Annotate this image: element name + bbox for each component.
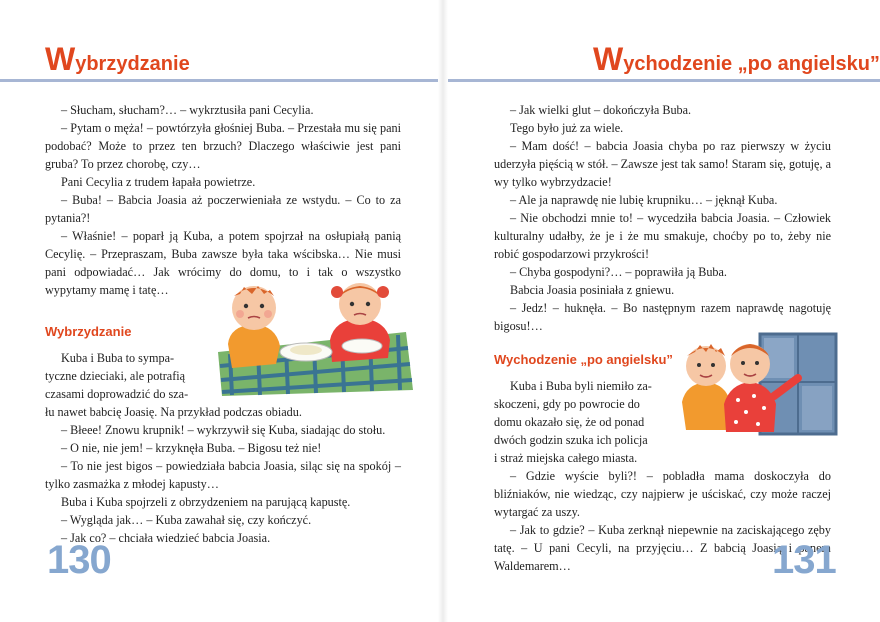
paragraph: – Buba! – Babcia Joasia aż poczerwieniała ze wstydu. – Co to za pytania?!: [45, 193, 401, 225]
wrap-line: tyczne dzieciaki, ale potrafią: [45, 369, 186, 383]
paragraph: – Jak co? – chciała wiedzieć babcia Joasia.: [61, 531, 271, 545]
wrap-line: i straż miejska całego miasta.: [494, 451, 638, 465]
right-page-number: 131: [772, 538, 836, 582]
paragraph: Babcia Joasia posiniała z gniewu.: [510, 283, 675, 297]
paragraph: – O nie, nie jem! – krzyknęła Buba. – Bigosu też nie!: [61, 441, 322, 455]
paragraph: Pani Cecylia z trudem łapała powietrze.: [61, 175, 256, 189]
paragraph: – Właśnie! – poparł ją Kuba, a potem spojrzał na osłupiałą panią Cecylię. – Przepraszam, Buba zawsze była taka wścibska… Nie musi pani odpowiadać… Jak wrócimy do domu, to i tak o wszystko wypytamy mamę i tatę…: [45, 229, 401, 297]
children-eating-illustration: [210, 282, 415, 398]
paragraph: – Słucham, słucham?… – wykrztusiła pani Cecylia.: [61, 103, 314, 117]
right-header-rest: ychodzenie „po angielsku”: [623, 53, 880, 75]
paragraph: łu nawet babcię Joasię. Na przykład podczas obiadu.: [45, 405, 302, 419]
paragraph: Tego było już za wiele.: [510, 121, 624, 135]
right-header-initial: W: [593, 41, 624, 77]
left-body-bottom: [45, 403, 401, 547]
paragraph: – Gdzie wyście byli?! – pobladła mama doskoczyła do bliźniaków, nie wiedząc, czy najpierw je uściskać, czy może raczej wytargać za uszy.: [494, 469, 831, 519]
left-header-rule: [0, 79, 438, 82]
paragraph: – Jak to gdzie? – Kuba zerknął niepewnie na zaciskającego zęby tatę. – U pani Cecyli, na przyjęciu… Z babcią Joasią i panem Waldemarem…: [494, 523, 831, 573]
left-header-initial: W: [45, 41, 76, 77]
wrap-line: skoczeni, gdy po powrocie do: [494, 397, 640, 411]
paragraph: Buba i Kuba spojrzeli z obrzydzeniem na parującą kapustę.: [61, 495, 351, 509]
left-page-number: 130: [47, 538, 111, 582]
right-header-rule: [448, 79, 880, 82]
paragraph: – Wygląda jak… – Kuba zawahał się, czy kończyć.: [61, 513, 312, 527]
paragraph: – Mam dość! – babcia Joasia chyba po raz pierwszy w życiu uderzyła pięścią w stół. – Zawsze jest tak samo! Staram się, gotuję, a wy tylko wybrzydzacie!: [494, 139, 831, 189]
left-body-wrap: [45, 349, 203, 403]
paragraph: – Jedz! – huknęła. – Bo następnym razem naprawdę nagotuję bigosu!…: [494, 301, 831, 333]
right-header-title: [593, 41, 880, 77]
wrap-line: czasami doprowadzić do sza-: [45, 387, 189, 401]
left-header-title: [45, 41, 190, 77]
left-body-top: [45, 101, 401, 299]
children-at-window-illustration: [676, 330, 846, 442]
paragraph: – To nie jest bigos – powiedziała babcia Joasia, siląc się na spokój – tylko zasmażka z młodej kapusty…: [45, 459, 401, 491]
right-body-top: [494, 101, 831, 335]
right-section-title: Wychodzenie „po angielsku”: [494, 352, 673, 367]
wrap-line: dwóch godzin szuka ich policja: [494, 433, 648, 447]
paragraph: – Chyba gospodyni?… – poprawiła ją Buba.: [510, 265, 727, 279]
wrap-line: domu okazało się, że od ponad: [494, 415, 645, 429]
left-section-title: Wybrzydzanie: [45, 324, 132, 339]
paragraph: – Pytam o męża! – powtórzyła głośniej Buba. – Przestała mu się pani podobać? Może to przez ten brzuch? Dlaczego właściwie jest pani gruba? To przez chorobę, czy…: [45, 121, 401, 171]
wrap-line: Kuba i Buba byli niemiło za-: [510, 379, 652, 393]
wrap-line: Kuba i Buba to sympa-: [61, 351, 175, 365]
paragraph: – Ale ja naprawdę nie lubię krupniku… – jęknął Kuba.: [510, 193, 778, 207]
paragraph: – Jak wielki glut – dokończyła Buba.: [510, 103, 692, 117]
paragraph: – Błeee! Znowu krupnik! – wykrzywił się Kuba, siadając do stołu.: [61, 423, 386, 437]
book-gutter: [438, 0, 448, 622]
paragraph: – Nie obchodzi mnie to! – wycedziła babcia Joasia. – Człowiek kulturalny udałby, że je i że mu smakuje, choćby po to, żeby nie robić gospodarzowi przykrości!: [494, 211, 831, 261]
right-body-wrap: [494, 377, 684, 467]
left-header-rest: ybrzydzanie: [75, 53, 190, 75]
